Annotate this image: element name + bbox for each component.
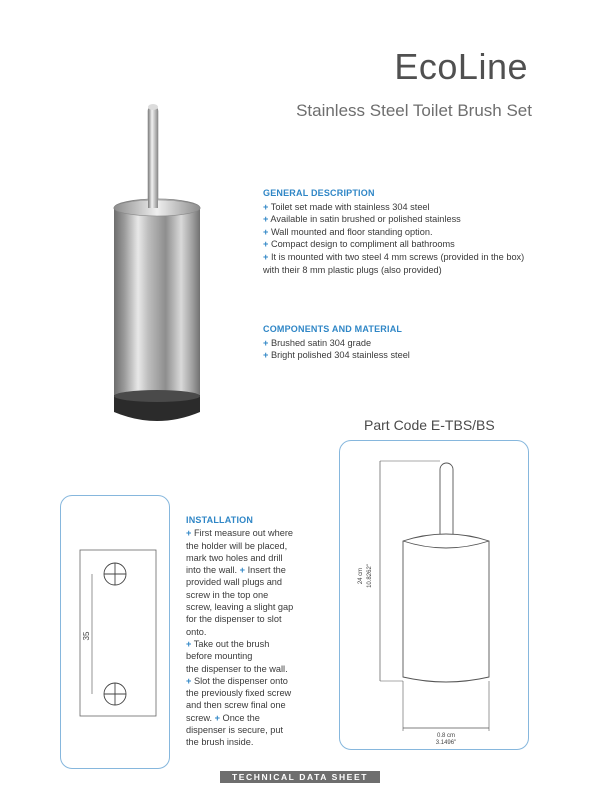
installation-line: the brush inside. xyxy=(186,737,254,748)
installation-line: the previously fixed screw xyxy=(186,688,292,699)
installation-line: + Slot the dispenser onto xyxy=(186,675,288,686)
list-item: + Available in satin brushed or polished stainless xyxy=(263,214,461,225)
brand-title: EcoLine xyxy=(394,46,528,87)
height-in-label: 10.8262" xyxy=(367,564,373,588)
installation-line: dispenser is secure, put xyxy=(186,725,284,736)
installation-lines xyxy=(186,527,314,748)
bullet-icon: + xyxy=(263,201,269,212)
installation-line: onto. xyxy=(186,626,207,637)
width-in-label: 3.1496" xyxy=(435,740,457,746)
list-item: + Wall mounted and floor standing option. xyxy=(263,226,433,237)
bullet-icon: + xyxy=(186,638,192,649)
width-cm-label: 0.8 cm xyxy=(436,733,456,739)
product-photo xyxy=(100,100,215,440)
bullet-icon: + xyxy=(263,251,269,262)
installation-line: and then screw final one xyxy=(186,700,286,711)
part-code: Part Code E-TBS/BS xyxy=(364,417,495,433)
installation-line: before mounting xyxy=(186,651,253,662)
installation-section xyxy=(186,514,314,749)
general-description xyxy=(263,187,533,276)
screw-hole-bottom-icon xyxy=(104,683,126,705)
installation-heading: INSTALLATION xyxy=(186,515,254,525)
installation-line: screw. + Once the xyxy=(186,712,260,723)
list-item: + Compact design to compliment all bathrooms xyxy=(263,239,455,250)
list-item: + Bright polished 304 stainless steel xyxy=(263,350,410,361)
general-description-heading: GENERAL DESCRIPTION xyxy=(263,188,375,198)
list-item: + Brushed satin 304 grade xyxy=(263,337,372,348)
installation-line: the holder will be placed, xyxy=(186,540,288,551)
installation-line: the dispenser to the wall. xyxy=(186,663,288,674)
installation-line: for the dispenser to slot xyxy=(186,614,282,625)
bullet-icon: + xyxy=(263,214,269,225)
installation-line: + First measure out where xyxy=(186,528,293,539)
drawing-rod xyxy=(440,463,453,543)
bullet-icon: + xyxy=(186,675,192,686)
footer-label: TECHNICAL DATA SHEET xyxy=(220,771,380,783)
list-item: + It is mounted with two steel 4 mm screws (provided in the box) with their 8 mm plastic plugs (also provided) xyxy=(263,251,525,275)
bullet-icon: + xyxy=(263,239,269,250)
components-material xyxy=(263,323,533,362)
installation-line: mark two holes and drill xyxy=(186,552,283,563)
installation-line: provided wall plugs and xyxy=(186,577,283,588)
product-subtitle: Stainless Steel Toilet Brush Set xyxy=(296,101,532,120)
screw-hole-top-icon xyxy=(104,563,126,585)
installation-line: into the wall. + Insert the xyxy=(186,565,286,576)
bullet-icon: + xyxy=(263,226,269,237)
wall-plate-outline xyxy=(80,550,156,716)
installation-line: screw, leaving a slight gap xyxy=(186,602,294,613)
mounting-drawing xyxy=(61,496,169,768)
bullet-icon: + xyxy=(186,528,192,539)
drawing-body xyxy=(403,534,489,682)
height-cm-label: 24 cm xyxy=(358,567,364,585)
list-item: + Toilet set made with stainless 304 steel xyxy=(263,201,430,212)
hole-spacing-label: 35 xyxy=(82,631,91,641)
dimension-drawing xyxy=(340,441,528,749)
installation-line: screw in the top one xyxy=(186,589,269,600)
bullet-icon: + xyxy=(263,337,269,348)
components-heading: COMPONENTS AND MATERIAL xyxy=(263,324,403,334)
installation-line: + Take out the brush xyxy=(186,638,270,649)
bullet-icon: + xyxy=(239,565,246,576)
bullet-icon: + xyxy=(214,712,220,723)
bullet-icon: + xyxy=(263,350,269,361)
